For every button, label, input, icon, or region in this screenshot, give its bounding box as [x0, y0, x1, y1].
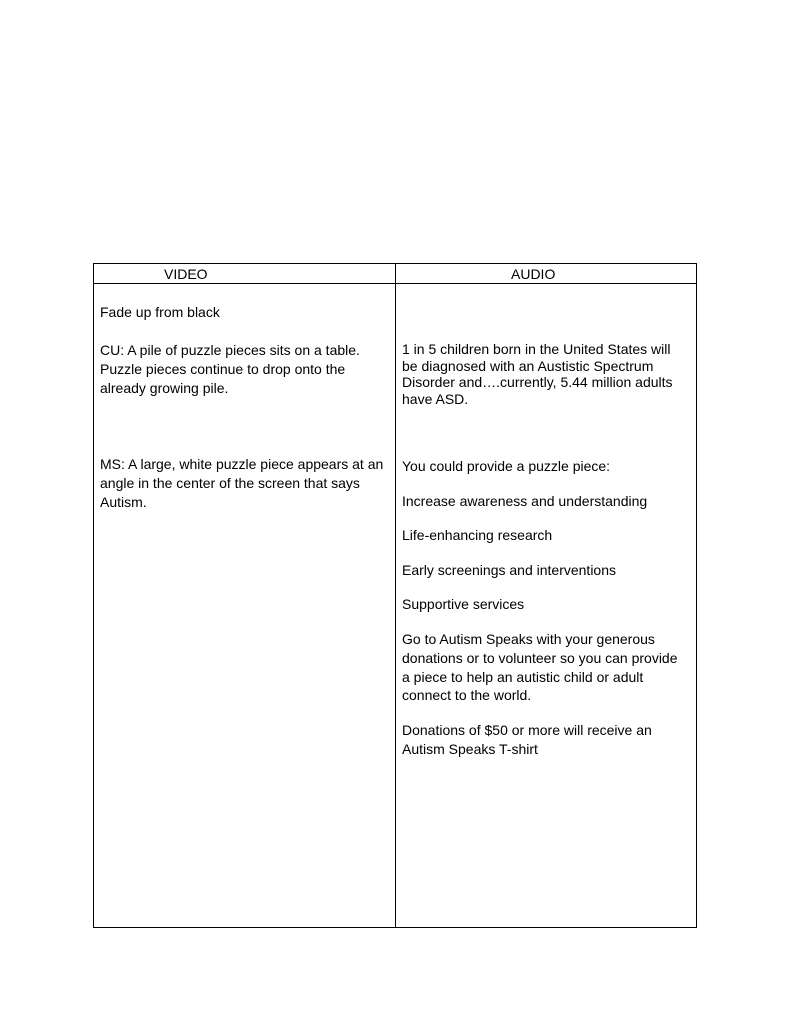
video-ms-line-3: Autism. — [100, 494, 147, 510]
audio-column-header: AUDIO — [511, 266, 556, 282]
audio-donation-line-2: Autism Speaks T-shirt — [402, 741, 538, 757]
audio-cta-line-2: donations or to volunteer so you can provide — [402, 650, 678, 666]
audio-stat-line-1: 1 in 5 children born in the United States will — [402, 341, 671, 357]
audio-item-research: Life-enhancing research — [402, 527, 553, 543]
script-table — [93, 263, 697, 928]
audio-provide-line: You could provide a puzzle piece: — [402, 458, 611, 474]
audio-stat-line-4: have ASD. — [402, 390, 469, 407]
video-column-header: VIDEO — [164, 266, 208, 282]
audio-stat-line-3: Disorder and….currently, 5.44 million adults — [402, 374, 673, 390]
audio-item-services: Supportive services — [402, 596, 525, 612]
video-cu-line-2: Puzzle pieces continue to drop onto the — [100, 361, 346, 377]
video-cu-line-3: already growing pile. — [100, 380, 229, 396]
header-rule — [94, 283, 696, 284]
audio-item-awareness: Increase awareness and understanding — [402, 493, 648, 509]
column-divider — [395, 264, 396, 927]
video-fade-in: Fade up from black — [100, 304, 220, 320]
video-cu-line-1: CU: A pile of puzzle pieces sits on a table. — [100, 342, 360, 358]
video-ms-line-2: angle in the center of the screen that says — [100, 475, 360, 491]
audio-cta-line-3: a piece to help an autistic child or adult — [402, 669, 644, 685]
audio-item-screenings: Early screenings and interventions — [402, 562, 617, 578]
audio-stat-line-2: be diagnosed with an Austistic Spectrum — [402, 357, 654, 374]
video-ms-line-1: MS: A large, white puzzle piece appears at an — [100, 456, 384, 472]
audio-donation-line-1: Donations of $50 or more will receive an — [402, 722, 652, 738]
audio-cta-line-1: Go to Autism Speaks with your generous — [402, 631, 655, 647]
audio-cta-line-4: connect to the world. — [402, 687, 532, 703]
